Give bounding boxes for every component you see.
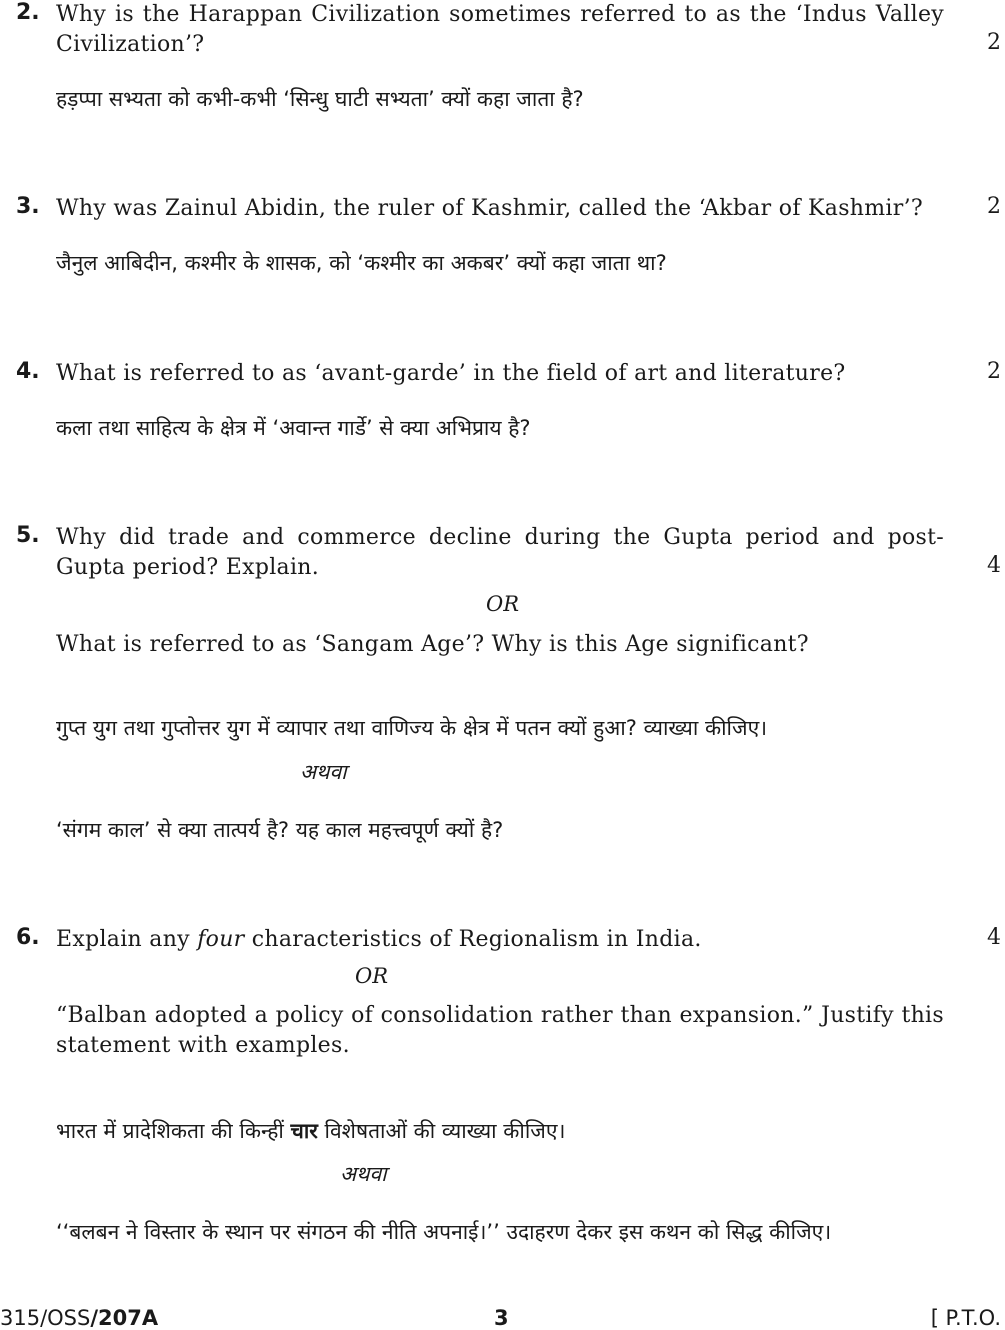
or-separator-en: OR bbox=[355, 964, 389, 988]
question-number: 6. bbox=[16, 925, 40, 950]
question-alt-en: “Balban adopted a policy of consolidation rather than expansion.” Justify this statement with examples. bbox=[56, 1003, 944, 1058]
question-marks: 2 bbox=[987, 194, 1001, 219]
question-text-en: Why is the Harappan Civilization sometimes referred to as the ‘Indus Valley Civilization’? bbox=[56, 2, 944, 57]
question-marks: 2 bbox=[987, 359, 1001, 384]
text-segment: विशेषताओं की व्याख्या कीजिए। bbox=[317, 1119, 566, 1143]
or-separator-hi: अथवा bbox=[340, 1162, 387, 1186]
page-number: 3 bbox=[494, 1306, 509, 1330]
paper-code-suffix: /207A bbox=[90, 1306, 159, 1330]
text-segment: characteristics of Regionalism in India. bbox=[244, 927, 702, 952]
question-alt-en: What is referred to as ‘Sangam Age’? Why is this Age significant? bbox=[56, 632, 809, 657]
question-text-en: Why did trade and commerce decline during the Gupta period and post-Gupta period? Explain. bbox=[56, 525, 944, 580]
question-text-hi: हड़प्पा सभ्यता को कभी-कभी ‘सिन्धु घाटी सभ्यता’ क्यों कहा जाता है? bbox=[56, 87, 584, 111]
pto-label: [ P.T.O. bbox=[930, 1306, 1001, 1330]
question-text-hi: कला तथा साहित्य के क्षेत्र में ‘अवान्त गार्डे’ से क्या अभिप्राय है? bbox=[56, 416, 531, 440]
or-separator-en: OR bbox=[486, 592, 520, 616]
question-text-hi bbox=[56, 1116, 565, 1146]
question-number: 2. bbox=[16, 0, 40, 25]
question-marks: 4 bbox=[987, 925, 1001, 950]
or-separator-hi: अथवा bbox=[300, 760, 347, 784]
paper-code-prefix: 315/OSS bbox=[0, 1306, 91, 1330]
paper-code bbox=[0, 1306, 158, 1330]
question-text-en bbox=[56, 925, 944, 955]
question-alt-hi: ‘‘बलबन ने विस्तार के स्थान पर संगठन की नीति अपनाई।’’ उदाहरण देकर इस कथन को सिद्ध कीजिए। bbox=[56, 1220, 832, 1244]
text-segment: भारत में प्रादेशिकता की किन्हीं bbox=[56, 1119, 291, 1143]
question-number: 4. bbox=[16, 359, 40, 384]
question-text-hi: गुप्त युग तथा गुप्तोत्तर युग में व्यापार तथा वाणिज्य के क्षेत्र में पतन क्यों हुआ? व्याख्या कीजिए। bbox=[56, 716, 768, 740]
bold-word: चार bbox=[290, 1119, 318, 1143]
question-text-en: Why was Zainul Abidin, the ruler of Kashmir, called the ‘Akbar of Kashmir’? bbox=[56, 196, 923, 221]
text-segment: Explain any bbox=[56, 927, 198, 952]
question-text-hi: जैनुल आबिदीन, कश्मीर के शासक, को ‘कश्मीर का अकबर’ क्यों कहा जाता था? bbox=[56, 251, 667, 275]
question-text-en: What is referred to as ‘avant-garde’ in the field of art and literature? bbox=[56, 361, 846, 386]
question-number: 3. bbox=[16, 194, 40, 219]
question-marks: 4 bbox=[987, 553, 1001, 578]
question-alt-hi: ‘संगम काल’ से क्या तात्पर्य है? यह काल महत्त्वपूर्ण क्यों है? bbox=[56, 818, 504, 842]
question-marks: 2 bbox=[987, 30, 1001, 55]
question-number: 5. bbox=[16, 523, 40, 548]
emphasis: four bbox=[197, 927, 245, 952]
